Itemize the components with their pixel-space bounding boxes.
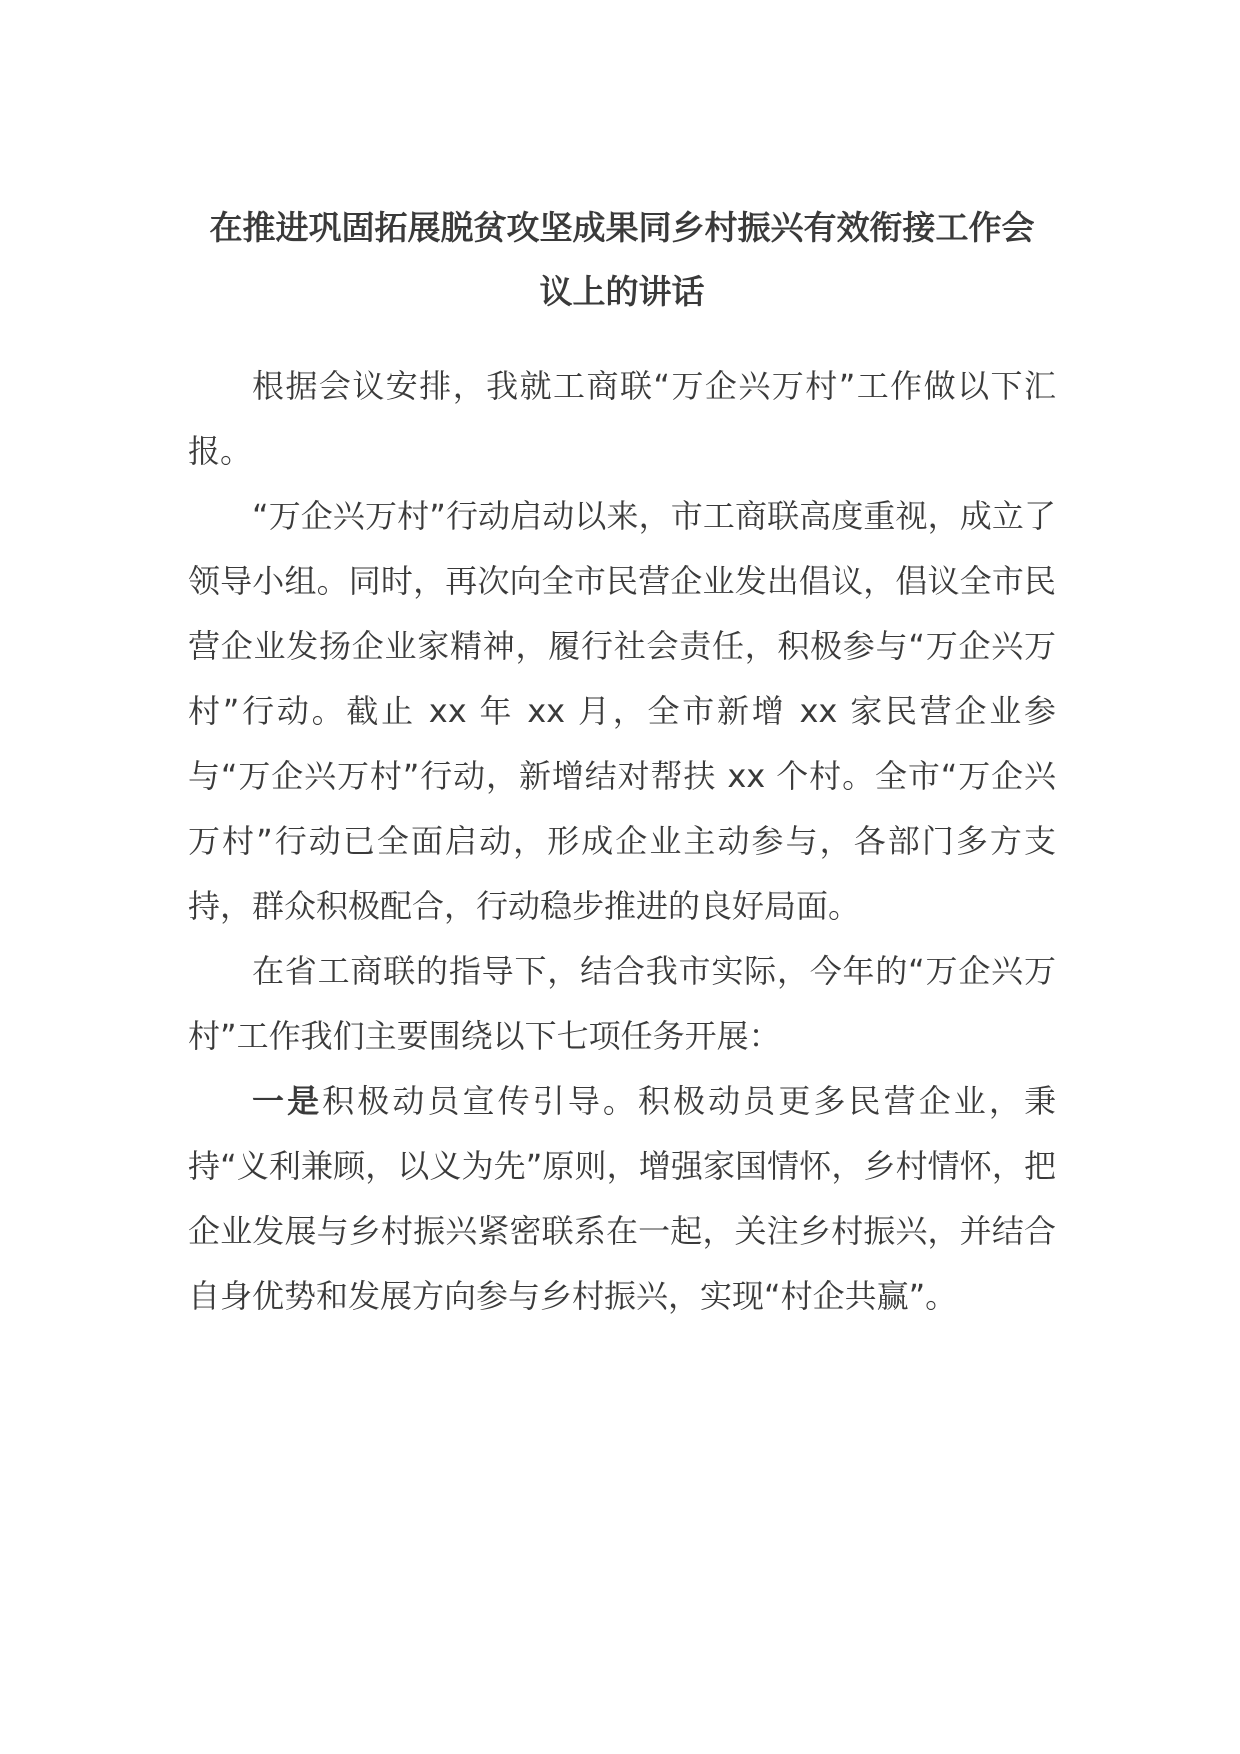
title-line-1: 在推进巩固拓展脱贫攻坚成果同乡村振兴有效衔接工作会 [209,208,1035,247]
document-content [188,196,1056,1329]
paragraph-text: 积极动员宣传引导。积极动员更多民营企业，秉持“义利兼顾，以义为先”原则，增强家国情怀，乡村情怀，把企业发展与乡村振兴紧密联系在一起，关注乡村振兴，并结合自身优势和发展方向参与乡村振兴，实现“村企共赢”。 [188,1082,1056,1315]
document-body [188,354,1056,1329]
title-line-2: 议上的讲话 [539,272,705,311]
paragraph-text: “万企兴万村”行动启动以来，市工商联高度重视，成立了领导小组。同时，再次向全市民营企业发出倡议，倡议全市民营企业发扬企业家精神，履行社会责任，积极参与“万企兴万村”行动。截止 xx 年 xx 月，全市新增 xx 家民营企业参与“万企兴万村”行动，新增结对帮扶 xx 个村。全市“万企兴万村”行动已全面启动，形成企业主动参与，各部门多方支持，群众积极配合，行动稳步推进的良好局面。 [188,497,1056,925]
document-title [188,196,1056,324]
paragraph-text: 根据会议安排，我就工商联“万企兴万村”工作做以下汇报。 [188,367,1056,470]
paragraph-task-one [188,1069,1056,1329]
paragraph-text: 在省工商联的指导下，结合我市实际，今年的“万企兴万村”工作我们主要围绕以下七项任务开展： [188,952,1056,1055]
paragraph-lead: 一是 [252,1082,323,1120]
paragraph-intro [188,354,1056,484]
paragraph-progress [188,484,1056,939]
paragraph-tasks-intro [188,939,1056,1069]
